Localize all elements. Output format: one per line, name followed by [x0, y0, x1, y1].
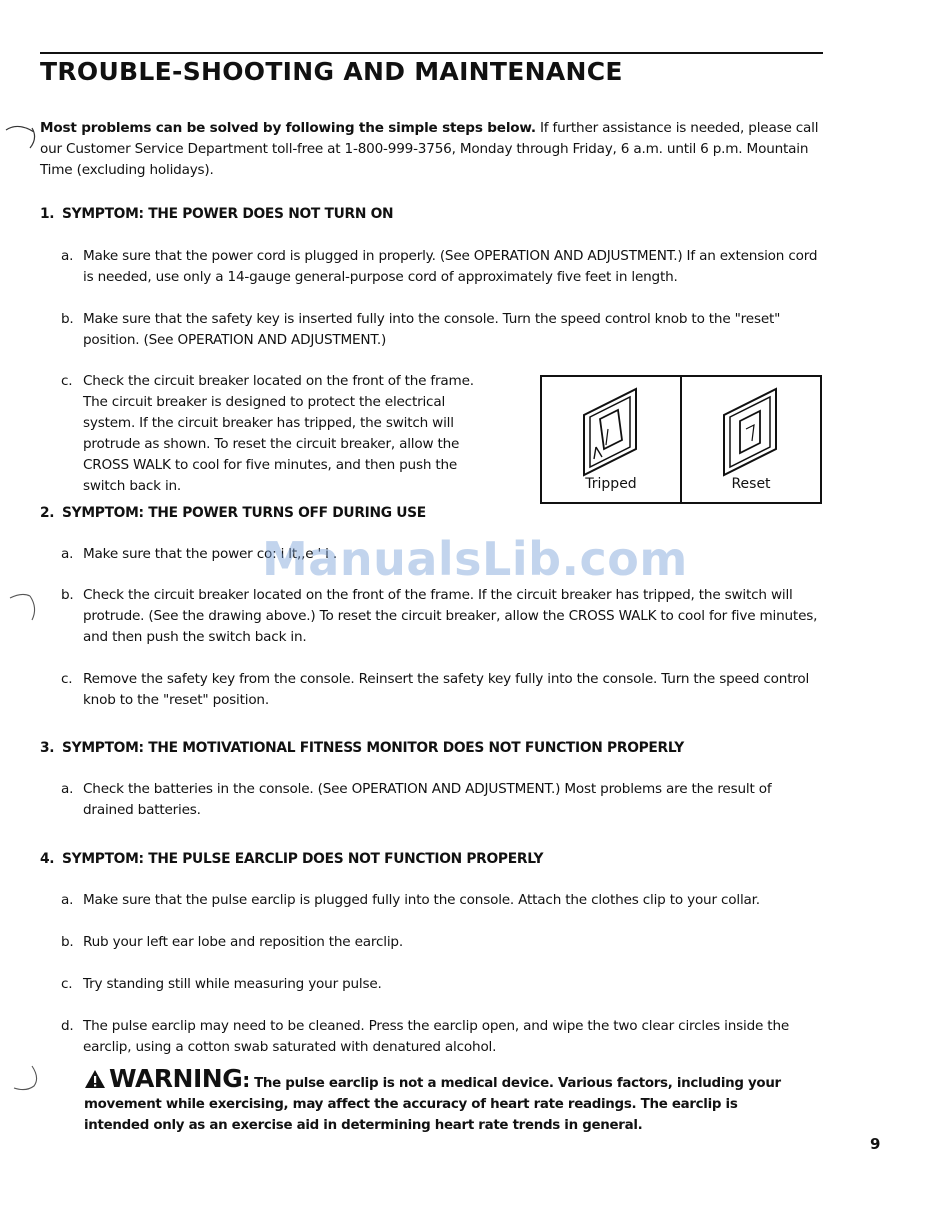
list-item: c. Try standing still while measuring your pulse.	[61, 976, 382, 992]
symptom-heading-4: 4. SYMPTOM: THE PULSE EARCLIP DOES NOT FUNCTION PROPERLY	[40, 851, 544, 867]
binding-hole-mark	[10, 1064, 40, 1094]
list-item: d. The pulse earclip may need to be cleaned. Press the earclip open, and wipe the two clear circles inside the earclip, using a cotton swab saturated with denatured alcohol.	[61, 1018, 790, 1055]
warning-colon: :	[242, 1068, 250, 1092]
page-number: 9	[870, 1135, 881, 1153]
top-rule	[40, 52, 823, 54]
list-item: c. Check the circuit breaker located on the front of the frame. The circuit breaker is designed to protect the electrical system. If the circuit breaker has tripped, the switch will protrude as shown. To reset the circuit breaker, allow the CROSS WALK to cool for five minutes, and then push the switch back in.	[61, 373, 474, 494]
reset-caption: Reset	[731, 476, 771, 492]
list-item: b. Make sure that the safety key is inserted fully into the console. Turn the speed control knob to the "reset" position. (See OPERATION AND ADJUSTMENT.)	[61, 311, 781, 348]
list-item: c. Remove the safety key from the console. Reinsert the safety key fully into the console. Turn the speed control knob to the "reset" position.	[61, 671, 810, 708]
list-item: a. Check the batteries in the console. (See OPERATION AND ADJUSTMENT.) Most problems are the result of drained batteries.	[61, 781, 772, 818]
symptom-heading-2: 2. SYMPTOM: THE POWER TURNS OFF DURING USE	[40, 505, 426, 521]
warning-text: The pulse earclip is not a medical device. Various factors, including your movement while exercising, may affect the accuracy of heart rate readings. The earclip is intended only as an exercise aid in determining heart rate trends in general.	[84, 1076, 781, 1133]
warning-triangle-icon	[84, 1069, 106, 1089]
warning-block	[84, 1064, 804, 1136]
list-item: a. Make sure that the pulse earclip is plugged fully into the console. Attach the clothes clip to your collar.	[61, 892, 760, 908]
tripped-caption: Tripped	[585, 476, 637, 492]
list-item: b. Check the circuit breaker located on the front of the frame. If the circuit breaker has tripped, the switch will protrude. (See the drawing above.) To reset the circuit breaker, allow the CROSS WALK to cool for five minutes, and then push the switch back in.	[61, 587, 818, 645]
intro-paragraph	[40, 118, 830, 181]
intro-lead: Most problems can be solved by following the simple steps below.	[40, 120, 536, 136]
list-item: a. Make sure that the power co: i lt,,e ' i .	[61, 546, 337, 562]
reset-panel	[680, 377, 820, 502]
list-item: b. Rub your left ear lobe and reposition the earclip.	[61, 934, 403, 950]
reset-switch-icon	[718, 385, 788, 477]
list-item: a. Make sure that the power cord is plugged in properly. (See OPERATION AND ADJUSTMENT.) If an extension cord is needed, use only a 14-gauge general-purpose cord of approximately five feet in length.	[61, 248, 818, 285]
symptom-heading-1: 1. SYMPTOM: THE POWER DOES NOT TURN ON	[40, 206, 394, 222]
binding-hole-mark	[6, 590, 40, 624]
page-title: TROUBLE-SHOOTING AND MAINTENANCE	[40, 57, 623, 86]
warning-word: WARNING	[109, 1064, 243, 1093]
tripped-panel	[542, 377, 680, 502]
tripped-switch-icon	[578, 385, 648, 477]
intro-text: If further assistance is needed, please call our Customer Service Department toll-free at 1-800-999-3756, Monday through Friday, 6 a.m. until 6 p.m. Mountain Time (excluding holidays).	[40, 120, 819, 178]
circuit-breaker-figure	[540, 375, 822, 504]
watermark: ManualsLib.com	[262, 532, 688, 586]
binding-hole-mark	[4, 120, 38, 154]
symptom-heading-3: 3. SYMPTOM: THE MOTIVATIONAL FITNESS MONITOR DOES NOT FUNCTION PROPERLY	[40, 740, 684, 756]
